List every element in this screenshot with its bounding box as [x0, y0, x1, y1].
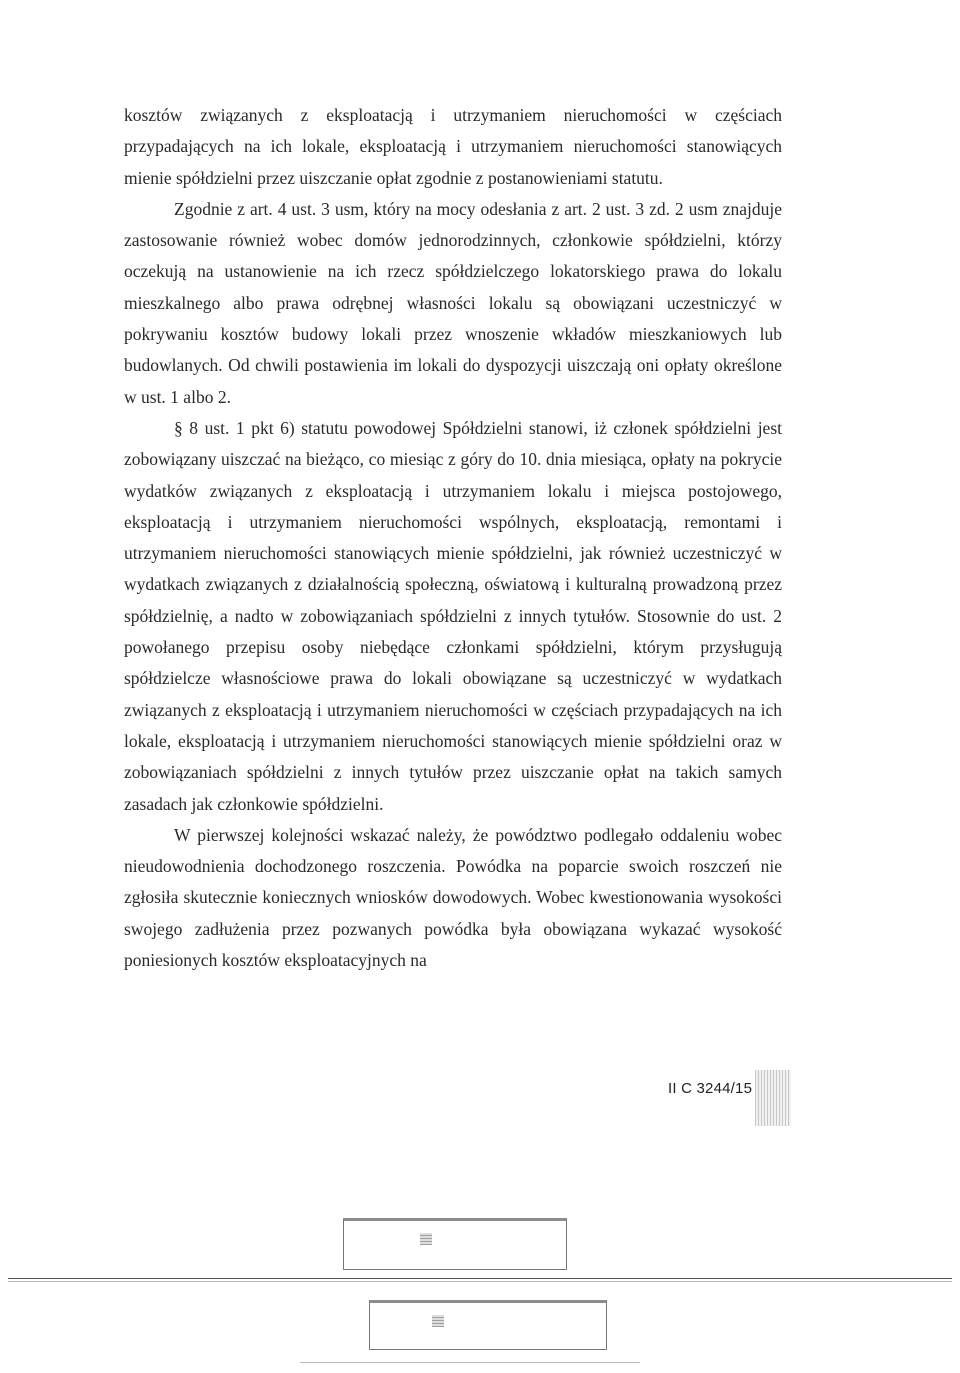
case-reference: II C 3244/15: [668, 1080, 753, 1097]
paragraph-1: kosztów związanych z eksploatacją i utrzymaniem nieruchomości w częściach przypadających na ich lokale, eksploatacją i utrzymaniem nieruchomości stanowiących mienie spółdzielni przez uiszczanie opłat zgodnie z postanowieniami statutu.: [124, 105, 782, 188]
scan-divider-line-faint: [8, 1281, 952, 1282]
scan-box-upper: [343, 1218, 567, 1270]
paragraph-4: W pierwszej kolejności wskazać należy, że powództwo podlegało oddaleniu wobec nieudowodnienia dochodzonego roszczenia. Powódka na poparcie swoich roszczeń nie zgłosiła skutecznie koniecznych wniosków dowodowych. Wobec kwestionowania wysokości swojego zadłużenia przez pozwanych powódka była obowiązana wykazać wysokość poniesionych kosztów eksploatacyjnych na: [124, 824, 782, 971]
scan-box-lower: [369, 1300, 607, 1350]
scan-bottom-line: [300, 1362, 640, 1363]
paragraph-3: § 8 ust. 1 pkt 6) statutu powodowej Spółdzielni stanowi, iż członek spółdzielni jest zobowiązany uiszczać na bieżąco, co miesiąc z góry do 10. dnia miesiąca, opłaty na pokrycie wydatków związanych z eksploatacją i utrzymaniem lokalu i miejsca postojowego, eksploatacją i utrzymaniem nieruchomości wspólnych, eksploatacją, remontami i utrzymaniem nieruchomości stanowiących mienie spółdzielni, jak również uczestniczyć w wydatkach związanych z działalnością społeczną, oświatową i kulturalną prowadzoną przez spółdzielnię, a nadto w zobowiązaniach spółdzielni z innych tytułów. Stosownie do ust. 2 powołanego przepisu osoby niebędące członkami spółdzielni, którym przysługują spółdzielcze własnościowe prawa do lokali obowiązane są uczestniczyć w wydatkach związanych z eksploatacją i utrzymaniem nieruchomości w częściach przypadających na ich lokale, eksploatacją i utrzymaniem nieruchomości stanowiących mienie spółdzielni oraz w zobowiązaniach spółdzielni z innych tytułów przez uiszczanie opłat na takich samych zasadach jak członkowie spółdzielni.: [124, 417, 782, 814]
barcode-stamp-icon: [755, 1070, 791, 1126]
scan-mark-icon: [432, 1315, 444, 1327]
scan-mark-icon: [420, 1233, 432, 1245]
document-body: [124, 100, 782, 976]
scan-divider-line: [8, 1278, 952, 1279]
paragraph-2: Zgodnie z art. 4 ust. 3 usm, który na mocy odesłania z art. 2 ust. 3 zd. 2 usm znajduje zastosowanie również wobec domów jednorodzinnych, członkowie spółdzielni, którzy oczekują na ustanowienie na ich rzecz spółdzielczego lokatorskiego prawa do lokalu mieszkalnego albo prawa odrębnej własności lokalu są obowiązani uczestniczyć w pokrywaniu kosztów budowy lokali przez wnoszenie wkładów mieszkaniowych lub budowlanych. Od chwili postawienia im lokali do dyspozycji uiszczają oni opłaty określone w ust. 1 albo 2.: [124, 198, 782, 407]
